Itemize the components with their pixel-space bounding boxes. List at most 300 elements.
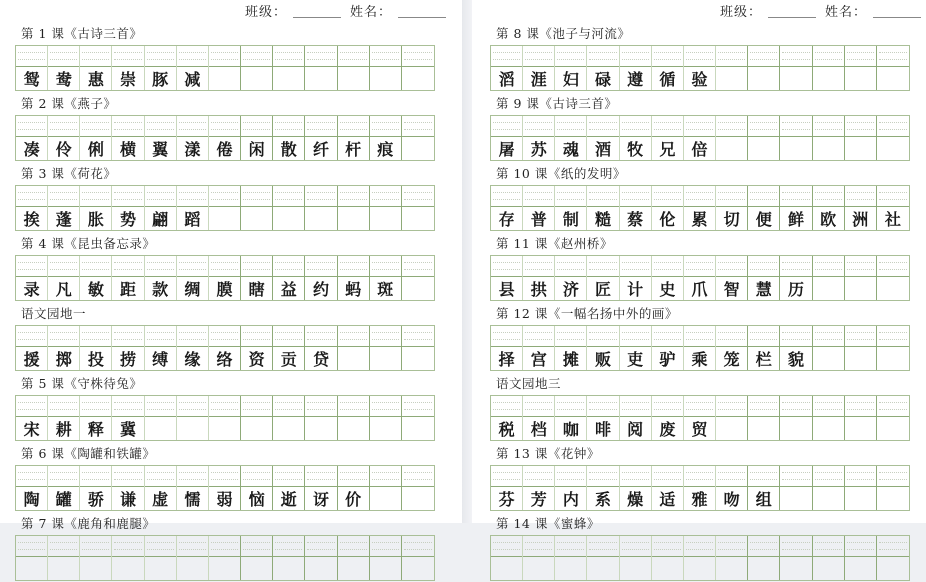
pinyin-writing-area[interactable] [112, 326, 143, 347]
pinyin-writing-area[interactable] [780, 186, 811, 207]
pinyin-writing-area[interactable] [177, 466, 208, 487]
grid-cell[interactable] [684, 326, 716, 370]
pinyin-writing-area[interactable] [780, 536, 811, 557]
pinyin-writing-area[interactable] [241, 326, 272, 347]
grid-cell[interactable] [80, 326, 112, 370]
grid-cell[interactable] [402, 326, 434, 370]
grid-cell[interactable] [305, 536, 337, 580]
grid-cell[interactable] [273, 466, 305, 510]
grid-cell[interactable] [620, 186, 652, 230]
pinyin-writing-area[interactable] [177, 536, 208, 557]
pinyin-writing-area[interactable] [780, 116, 811, 137]
grid-cell[interactable] [587, 536, 619, 580]
grid-cell[interactable] [402, 186, 434, 230]
grid-cell[interactable] [845, 466, 877, 510]
grid-cell[interactable] [555, 186, 587, 230]
pinyin-writing-area[interactable] [845, 326, 876, 347]
grid-cell[interactable] [555, 116, 587, 160]
pinyin-writing-area[interactable] [716, 46, 747, 67]
grid-cell[interactable] [177, 396, 209, 440]
pinyin-writing-area[interactable] [877, 396, 909, 417]
grid-cell[interactable] [209, 46, 241, 90]
grid-cell[interactable] [145, 326, 177, 370]
pinyin-writing-area[interactable] [209, 186, 240, 207]
grid-cell[interactable] [684, 256, 716, 300]
pinyin-writing-area[interactable] [305, 116, 336, 137]
grid-cell[interactable] [80, 186, 112, 230]
pinyin-writing-area[interactable] [652, 256, 683, 277]
pinyin-writing-area[interactable] [845, 466, 876, 487]
grid-cell[interactable] [370, 256, 402, 300]
pinyin-writing-area[interactable] [555, 396, 586, 417]
grid-cell[interactable] [620, 256, 652, 300]
grid-cell[interactable] [780, 396, 812, 440]
grid-cell[interactable] [620, 396, 652, 440]
pinyin-writing-area[interactable] [555, 46, 586, 67]
grid-cell[interactable] [177, 186, 209, 230]
grid-cell[interactable] [16, 186, 48, 230]
pinyin-writing-area[interactable] [338, 116, 369, 137]
grid-cell[interactable] [748, 116, 780, 160]
grid-cell[interactable] [241, 326, 273, 370]
grid-cell[interactable] [716, 46, 748, 90]
grid-cell[interactable] [16, 116, 48, 160]
pinyin-writing-area[interactable] [305, 186, 336, 207]
pinyin-writing-area[interactable] [80, 536, 111, 557]
pinyin-writing-area[interactable] [48, 256, 79, 277]
grid-cell[interactable] [209, 466, 241, 510]
pinyin-writing-area[interactable] [555, 466, 586, 487]
pinyin-writing-area[interactable] [491, 256, 522, 277]
pinyin-writing-area[interactable] [145, 46, 176, 67]
grid-cell[interactable] [338, 396, 370, 440]
grid-cell[interactable] [402, 396, 434, 440]
grid-cell[interactable] [813, 46, 845, 90]
pinyin-writing-area[interactable] [209, 326, 240, 347]
grid-cell[interactable] [813, 326, 845, 370]
pinyin-writing-area[interactable] [338, 536, 369, 557]
grid-cell[interactable] [16, 536, 48, 580]
grid-cell[interactable] [813, 536, 845, 580]
grid-cell[interactable] [177, 466, 209, 510]
grid-cell[interactable] [877, 46, 909, 90]
grid-cell[interactable] [48, 536, 80, 580]
grid-cell[interactable] [338, 326, 370, 370]
grid-cell[interactable] [780, 536, 812, 580]
pinyin-writing-area[interactable] [80, 186, 111, 207]
grid-cell[interactable] [145, 256, 177, 300]
pinyin-writing-area[interactable] [145, 186, 176, 207]
pinyin-writing-area[interactable] [273, 256, 304, 277]
pinyin-writing-area[interactable] [209, 256, 240, 277]
grid-cell[interactable] [555, 466, 587, 510]
grid-cell[interactable] [555, 536, 587, 580]
pinyin-writing-area[interactable] [370, 116, 401, 137]
grid-cell[interactable] [209, 186, 241, 230]
pinyin-writing-area[interactable] [587, 46, 618, 67]
pinyin-writing-area[interactable] [587, 186, 618, 207]
pinyin-writing-area[interactable] [748, 186, 779, 207]
grid-cell[interactable] [80, 466, 112, 510]
grid-cell[interactable] [845, 256, 877, 300]
grid-cell[interactable] [80, 46, 112, 90]
grid-cell[interactable] [491, 256, 523, 300]
grid-cell[interactable] [402, 116, 434, 160]
grid-cell[interactable] [845, 396, 877, 440]
pinyin-writing-area[interactable] [48, 326, 79, 347]
grid-cell[interactable] [402, 536, 434, 580]
pinyin-writing-area[interactable] [877, 116, 909, 137]
grid-cell[interactable] [80, 396, 112, 440]
grid-cell[interactable] [780, 256, 812, 300]
pinyin-writing-area[interactable] [338, 186, 369, 207]
grid-cell[interactable] [748, 536, 780, 580]
pinyin-writing-area[interactable] [684, 46, 715, 67]
grid-cell[interactable] [338, 116, 370, 160]
grid-cell[interactable] [652, 116, 684, 160]
grid-cell[interactable] [402, 466, 434, 510]
grid-cell[interactable] [748, 46, 780, 90]
grid-cell[interactable] [112, 116, 144, 160]
grid-cell[interactable] [845, 186, 877, 230]
grid-cell[interactable] [48, 256, 80, 300]
pinyin-writing-area[interactable] [209, 116, 240, 137]
grid-cell[interactable] [491, 326, 523, 370]
pinyin-writing-area[interactable] [845, 116, 876, 137]
pinyin-writing-area[interactable] [48, 396, 79, 417]
pinyin-writing-area[interactable] [813, 536, 844, 557]
pinyin-writing-area[interactable] [845, 46, 876, 67]
grid-cell[interactable] [684, 116, 716, 160]
pinyin-writing-area[interactable] [587, 116, 618, 137]
grid-cell[interactable] [620, 536, 652, 580]
pinyin-writing-area[interactable] [620, 536, 651, 557]
pinyin-writing-area[interactable] [523, 256, 554, 277]
pinyin-writing-area[interactable] [338, 396, 369, 417]
pinyin-writing-area[interactable] [523, 466, 554, 487]
pinyin-writing-area[interactable] [16, 186, 47, 207]
grid-cell[interactable] [305, 466, 337, 510]
grid-cell[interactable] [652, 256, 684, 300]
pinyin-writing-area[interactable] [845, 536, 876, 557]
grid-cell[interactable] [555, 256, 587, 300]
pinyin-writing-area[interactable] [112, 396, 143, 417]
grid-cell[interactable] [877, 536, 909, 580]
grid-cell[interactable] [241, 466, 273, 510]
grid-cell[interactable] [370, 536, 402, 580]
grid-cell[interactable] [523, 116, 555, 160]
grid-cell[interactable] [112, 466, 144, 510]
pinyin-writing-area[interactable] [652, 536, 683, 557]
pinyin-writing-area[interactable] [305, 466, 336, 487]
pinyin-writing-area[interactable] [145, 536, 176, 557]
grid-cell[interactable] [845, 326, 877, 370]
pinyin-writing-area[interactable] [813, 186, 844, 207]
grid-cell[interactable] [491, 396, 523, 440]
pinyin-writing-area[interactable] [523, 326, 554, 347]
grid-cell[interactable] [16, 396, 48, 440]
grid-cell[interactable] [177, 536, 209, 580]
pinyin-writing-area[interactable] [48, 536, 79, 557]
pinyin-writing-area[interactable] [877, 256, 909, 277]
pinyin-writing-area[interactable] [338, 466, 369, 487]
pinyin-writing-area[interactable] [652, 396, 683, 417]
pinyin-writing-area[interactable] [716, 536, 747, 557]
pinyin-writing-area[interactable] [209, 46, 240, 67]
grid-cell[interactable] [813, 116, 845, 160]
grid-cell[interactable] [112, 326, 144, 370]
grid-cell[interactable] [813, 396, 845, 440]
pinyin-writing-area[interactable] [402, 536, 434, 557]
grid-cell[interactable] [177, 326, 209, 370]
pinyin-writing-area[interactable] [145, 466, 176, 487]
pinyin-writing-area[interactable] [780, 46, 811, 67]
pinyin-writing-area[interactable] [716, 326, 747, 347]
pinyin-writing-area[interactable] [80, 256, 111, 277]
pinyin-writing-area[interactable] [813, 326, 844, 347]
grid-cell[interactable] [652, 186, 684, 230]
grid-cell[interactable] [620, 326, 652, 370]
grid-cell[interactable] [80, 116, 112, 160]
pinyin-writing-area[interactable] [620, 46, 651, 67]
pinyin-writing-area[interactable] [587, 466, 618, 487]
grid-cell[interactable] [16, 46, 48, 90]
grid-cell[interactable] [402, 256, 434, 300]
grid-cell[interactable] [338, 46, 370, 90]
pinyin-writing-area[interactable] [780, 256, 811, 277]
grid-cell[interactable] [273, 46, 305, 90]
grid-cell[interactable] [305, 116, 337, 160]
pinyin-writing-area[interactable] [523, 186, 554, 207]
pinyin-writing-area[interactable] [209, 396, 240, 417]
pinyin-writing-area[interactable] [48, 466, 79, 487]
pinyin-writing-area[interactable] [620, 396, 651, 417]
pinyin-writing-area[interactable] [684, 256, 715, 277]
pinyin-writing-area[interactable] [587, 396, 618, 417]
grid-cell[interactable] [587, 186, 619, 230]
pinyin-writing-area[interactable] [48, 46, 79, 67]
grid-cell[interactable] [112, 256, 144, 300]
grid-cell[interactable] [145, 396, 177, 440]
pinyin-writing-area[interactable] [370, 256, 401, 277]
grid-cell[interactable] [48, 466, 80, 510]
grid-cell[interactable] [716, 396, 748, 440]
pinyin-writing-area[interactable] [813, 116, 844, 137]
grid-cell[interactable] [491, 536, 523, 580]
grid-cell[interactable] [813, 256, 845, 300]
pinyin-writing-area[interactable] [177, 256, 208, 277]
pinyin-writing-area[interactable] [112, 536, 143, 557]
grid-cell[interactable] [305, 46, 337, 90]
grid-cell[interactable] [177, 116, 209, 160]
pinyin-writing-area[interactable] [273, 536, 304, 557]
pinyin-writing-area[interactable] [370, 396, 401, 417]
pinyin-writing-area[interactable] [273, 46, 304, 67]
pinyin-writing-area[interactable] [48, 116, 79, 137]
grid-cell[interactable] [877, 326, 909, 370]
pinyin-writing-area[interactable] [16, 536, 47, 557]
pinyin-writing-area[interactable] [273, 186, 304, 207]
pinyin-writing-area[interactable] [112, 186, 143, 207]
pinyin-writing-area[interactable] [80, 396, 111, 417]
grid-cell[interactable] [748, 466, 780, 510]
pinyin-writing-area[interactable] [555, 326, 586, 347]
pinyin-writing-area[interactable] [145, 396, 176, 417]
pinyin-writing-area[interactable] [523, 46, 554, 67]
grid-cell[interactable] [684, 46, 716, 90]
grid-cell[interactable] [338, 256, 370, 300]
pinyin-writing-area[interactable] [402, 186, 434, 207]
grid-cell[interactable] [273, 536, 305, 580]
pinyin-writing-area[interactable] [748, 116, 779, 137]
pinyin-writing-area[interactable] [780, 326, 811, 347]
pinyin-writing-area[interactable] [370, 536, 401, 557]
pinyin-writing-area[interactable] [16, 256, 47, 277]
grid-cell[interactable] [273, 116, 305, 160]
pinyin-writing-area[interactable] [652, 466, 683, 487]
pinyin-writing-area[interactable] [813, 256, 844, 277]
pinyin-writing-area[interactable] [716, 256, 747, 277]
grid-cell[interactable] [877, 116, 909, 160]
grid-cell[interactable] [652, 396, 684, 440]
grid-cell[interactable] [48, 186, 80, 230]
pinyin-writing-area[interactable] [780, 396, 811, 417]
pinyin-writing-area[interactable] [305, 256, 336, 277]
grid-cell[interactable] [145, 186, 177, 230]
pinyin-writing-area[interactable] [491, 396, 522, 417]
grid-cell[interactable] [716, 326, 748, 370]
grid-cell[interactable] [716, 466, 748, 510]
pinyin-writing-area[interactable] [877, 536, 909, 557]
pinyin-writing-area[interactable] [402, 466, 434, 487]
pinyin-writing-area[interactable] [370, 186, 401, 207]
grid-cell[interactable] [305, 326, 337, 370]
pinyin-writing-area[interactable] [620, 256, 651, 277]
grid-cell[interactable] [716, 256, 748, 300]
grid-cell[interactable] [48, 116, 80, 160]
grid-cell[interactable] [652, 46, 684, 90]
pinyin-writing-area[interactable] [16, 326, 47, 347]
pinyin-writing-area[interactable] [402, 256, 434, 277]
pinyin-writing-area[interactable] [177, 326, 208, 347]
grid-cell[interactable] [273, 326, 305, 370]
pinyin-writing-area[interactable] [748, 46, 779, 67]
grid-cell[interactable] [112, 186, 144, 230]
pinyin-writing-area[interactable] [877, 326, 909, 347]
pinyin-writing-area[interactable] [370, 466, 401, 487]
pinyin-writing-area[interactable] [684, 396, 715, 417]
pinyin-writing-area[interactable] [112, 116, 143, 137]
pinyin-writing-area[interactable] [587, 536, 618, 557]
grid-cell[interactable] [491, 466, 523, 510]
pinyin-writing-area[interactable] [620, 116, 651, 137]
pinyin-writing-area[interactable] [845, 396, 876, 417]
grid-cell[interactable] [813, 186, 845, 230]
pinyin-writing-area[interactable] [620, 186, 651, 207]
grid-cell[interactable] [16, 466, 48, 510]
pinyin-writing-area[interactable] [523, 536, 554, 557]
pinyin-writing-area[interactable] [877, 186, 909, 207]
grid-cell[interactable] [845, 116, 877, 160]
grid-cell[interactable] [177, 46, 209, 90]
pinyin-writing-area[interactable] [80, 326, 111, 347]
grid-cell[interactable] [523, 326, 555, 370]
grid-cell[interactable] [491, 186, 523, 230]
grid-cell[interactable] [241, 256, 273, 300]
grid-cell[interactable] [241, 46, 273, 90]
pinyin-writing-area[interactable] [209, 466, 240, 487]
grid-cell[interactable] [652, 536, 684, 580]
grid-cell[interactable] [620, 46, 652, 90]
grid-cell[interactable] [209, 396, 241, 440]
pinyin-writing-area[interactable] [716, 186, 747, 207]
pinyin-writing-area[interactable] [112, 466, 143, 487]
grid-cell[interactable] [716, 186, 748, 230]
pinyin-writing-area[interactable] [716, 466, 747, 487]
grid-cell[interactable] [338, 466, 370, 510]
pinyin-writing-area[interactable] [145, 256, 176, 277]
pinyin-writing-area[interactable] [523, 116, 554, 137]
grid-cell[interactable] [716, 116, 748, 160]
pinyin-writing-area[interactable] [209, 536, 240, 557]
grid-cell[interactable] [748, 396, 780, 440]
pinyin-writing-area[interactable] [620, 326, 651, 347]
grid-cell[interactable] [370, 116, 402, 160]
pinyin-writing-area[interactable] [620, 466, 651, 487]
grid-cell[interactable] [370, 46, 402, 90]
pinyin-writing-area[interactable] [370, 46, 401, 67]
pinyin-writing-area[interactable] [652, 46, 683, 67]
pinyin-writing-area[interactable] [145, 326, 176, 347]
pinyin-writing-area[interactable] [555, 256, 586, 277]
grid-cell[interactable] [620, 116, 652, 160]
grid-cell[interactable] [555, 46, 587, 90]
pinyin-writing-area[interactable] [684, 186, 715, 207]
pinyin-writing-area[interactable] [241, 186, 272, 207]
grid-cell[interactable] [555, 396, 587, 440]
grid-cell[interactable] [780, 326, 812, 370]
grid-cell[interactable] [620, 466, 652, 510]
pinyin-writing-area[interactable] [652, 116, 683, 137]
grid-cell[interactable] [80, 536, 112, 580]
grid-cell[interactable] [555, 326, 587, 370]
grid-cell[interactable] [273, 396, 305, 440]
grid-cell[interactable] [523, 396, 555, 440]
grid-cell[interactable] [273, 256, 305, 300]
grid-cell[interactable] [877, 396, 909, 440]
pinyin-writing-area[interactable] [112, 46, 143, 67]
grid-cell[interactable] [145, 116, 177, 160]
grid-cell[interactable] [305, 396, 337, 440]
grid-cell[interactable] [813, 466, 845, 510]
pinyin-writing-area[interactable] [177, 116, 208, 137]
grid-cell[interactable] [209, 536, 241, 580]
grid-cell[interactable] [209, 116, 241, 160]
grid-cell[interactable] [652, 466, 684, 510]
grid-cell[interactable] [587, 46, 619, 90]
grid-cell[interactable] [877, 186, 909, 230]
grid-cell[interactable] [145, 46, 177, 90]
grid-cell[interactable] [780, 116, 812, 160]
grid-cell[interactable] [523, 466, 555, 510]
grid-cell[interactable] [338, 536, 370, 580]
grid-cell[interactable] [587, 466, 619, 510]
pinyin-writing-area[interactable] [684, 466, 715, 487]
pinyin-writing-area[interactable] [305, 536, 336, 557]
pinyin-writing-area[interactable] [402, 46, 434, 67]
grid-cell[interactable] [652, 326, 684, 370]
grid-cell[interactable] [48, 326, 80, 370]
